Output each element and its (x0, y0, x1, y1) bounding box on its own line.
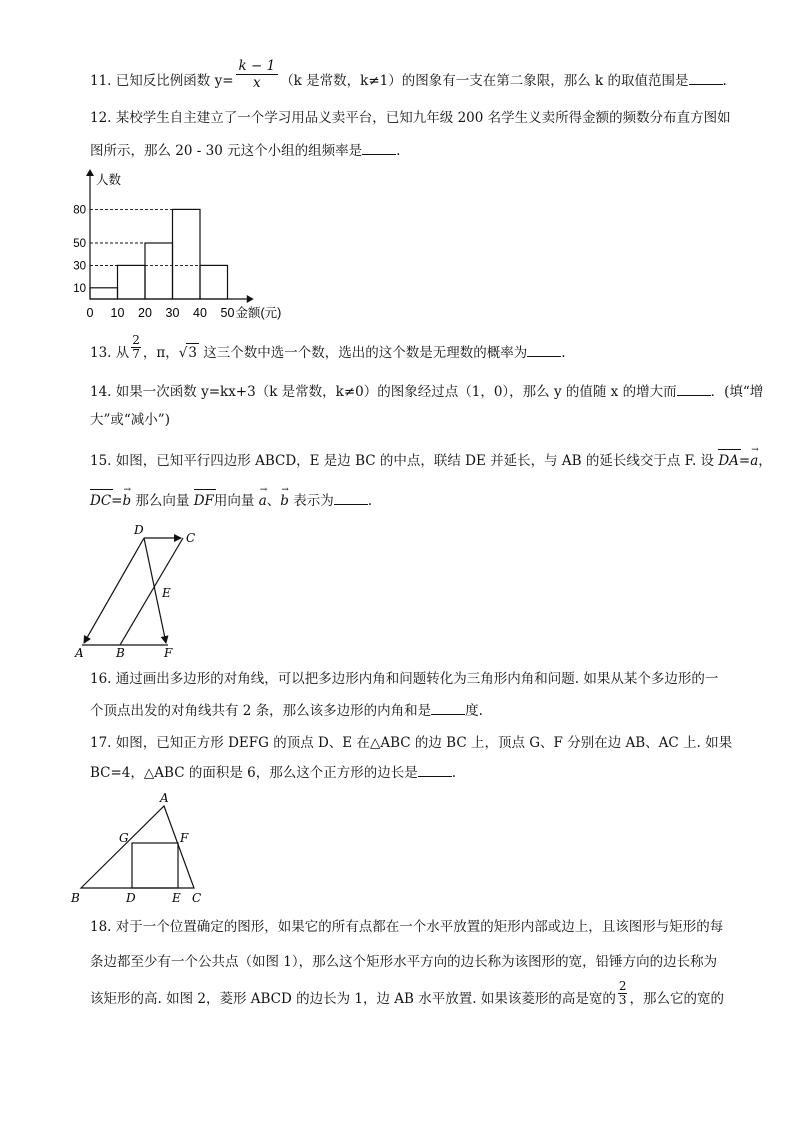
vector-b: b → (280, 492, 289, 510)
y-tick-label: 50 (73, 238, 86, 250)
label-b: B (116, 646, 125, 660)
histogram-bar (118, 265, 146, 299)
question-text: 某校学生自主建立了一个学习用品义卖平台，已知九年级 200 名学生义卖所得金额的频数分布直方图如 (115, 110, 731, 126)
punctuation: . (561, 345, 566, 361)
question-text: 如图，已知正方形 DEFG 的顶点 D、E 在△ABC 的边 BC 上，顶点 G、F 分别在边 AB、AC 上. 如果 (115, 735, 733, 751)
question-text: 如果一次函数 y=kx+3（k 是常数，k≠0）的图象经过点（1，0），那么 y 的值随 x 的增大而 (115, 384, 677, 400)
y-tick-label: 30 (73, 260, 86, 273)
question-15-line-2 (90, 489, 372, 510)
square-defg (132, 843, 178, 888)
answer-blank[interactable] (527, 344, 561, 357)
question-text: 那么向量 (131, 493, 190, 509)
segment-bc (120, 538, 183, 645)
vector-da: DA (718, 449, 739, 470)
fraction-numerator: k − 1 (236, 58, 279, 75)
fraction (618, 980, 628, 1007)
question-text: ，那么它的宽的 (629, 991, 724, 1007)
question-number: 14. (90, 384, 112, 400)
answer-blank[interactable] (689, 72, 723, 85)
label-g: G (119, 831, 129, 845)
answer-blank[interactable] (677, 383, 711, 396)
punctuation: . (722, 73, 727, 89)
question-number: 17. (90, 735, 112, 751)
question-18-line-2 (90, 953, 717, 971)
vector-a: a → (259, 492, 267, 510)
question-14-line-1 (90, 383, 763, 401)
parallelogram-figure (70, 520, 210, 660)
x-tick-label: 20 (138, 306, 152, 320)
question-14-line-2 (90, 411, 170, 429)
y-tick-label: 10 (73, 282, 86, 295)
triangle-abc (81, 806, 194, 888)
question-number: 11. (90, 73, 112, 89)
punctuation: 、 (266, 493, 281, 509)
question-text: BC=4，△ABC 的面积是 6，那么这个正方形的边长是 (90, 765, 418, 781)
question-text: ，π， (142, 345, 179, 361)
vector-dc: DC (90, 489, 111, 510)
frequency-histogram (68, 168, 298, 328)
histogram-bar (173, 209, 201, 299)
question-text: 从 (115, 345, 130, 361)
question-text: 通过画出多边形的对角线，可以把多边形内角和问题转化为三角形内角和问题. 如果从某个多边形的一 (115, 671, 719, 687)
sqrt-sign: √ (178, 345, 188, 361)
y-tick-label: 80 (73, 204, 86, 217)
x-axis-arrow (247, 295, 254, 303)
vector-b: b → (122, 492, 131, 510)
label-f: F (164, 646, 173, 660)
question-12-line-1 (90, 109, 731, 127)
label-a: A (160, 792, 169, 805)
fraction-denominator: 7 (132, 347, 140, 361)
equals-sign: = (111, 493, 123, 509)
answer-blank[interactable] (334, 492, 368, 505)
question-12-line-2 (90, 142, 400, 160)
question-text: （k 是常数，k≠1）的图象有一支在第二象限，那么 k 的取值范围是 (280, 73, 689, 89)
label-a: A (75, 646, 84, 660)
x-tick-label: 0 (86, 306, 94, 320)
answer-blank[interactable] (362, 142, 396, 155)
question-number: 16. (90, 671, 112, 687)
question-18-line-1 (90, 918, 723, 936)
fraction-numerator: 2 (618, 979, 627, 993)
question-number: 13. (90, 345, 112, 361)
question-16-line-1 (90, 670, 718, 688)
question-text: 对于一个位置确定的图形，如果它的所有点都在一个水平放置的矩形内部或边上，且该图形与矩形的每 (115, 919, 724, 935)
question-text: 表示为 (293, 493, 334, 509)
x-tick-label: 10 (110, 306, 125, 320)
question-text: 这三个数中选一个数，选出的这个数是无理数的概率为 (199, 345, 528, 361)
punctuation: . (396, 143, 401, 159)
question-text: 该矩形的高. 如图 2，菱形 ABCD 的边长为 1，边 AB 水平放置. 如果该菱形的高是宽的 (90, 991, 616, 1007)
question-text: 用向量 (213, 493, 255, 509)
answer-blank[interactable] (418, 764, 452, 777)
label-c: C (192, 891, 202, 905)
fraction (236, 58, 279, 91)
triangle-square-figure (66, 792, 216, 907)
histogram-bar (200, 265, 228, 299)
x-axis-title: 金额(元) (235, 306, 282, 320)
question-15-line-1 (90, 449, 772, 470)
punctuation: . (367, 493, 373, 509)
histogram-bar (90, 288, 118, 299)
vector-da-arrow (84, 538, 144, 643)
fraction-denominator: x (253, 75, 261, 91)
sqrt-radicand: 3 (188, 345, 197, 361)
label-d: D (126, 891, 136, 905)
question-number: 18. (90, 919, 112, 935)
question-17-line-1 (90, 734, 732, 752)
y-axis-arrow (86, 169, 94, 176)
question-13 (90, 333, 566, 362)
label-f: F (180, 831, 189, 845)
question-text: 已知反比例函数 y= (115, 73, 234, 89)
fraction-numerator: 2 (132, 333, 140, 347)
x-tick-label: 30 (165, 306, 180, 320)
label-e: E (172, 891, 181, 905)
question-text: 大”或“减小”) (90, 412, 170, 428)
fraction-denominator: 3 (618, 993, 627, 1007)
label-e: E (162, 586, 171, 600)
fraction (131, 334, 141, 361)
question-text: 图所示，那么 20 - 30 元这个小组的组频率是 (90, 143, 363, 159)
question-number: 12. (90, 110, 112, 126)
question-text: 个顶点出发的对角线共有 2 条，那么该多边形的内角和是 (90, 703, 432, 719)
question-number: 15. (90, 453, 112, 469)
punctuation: . (451, 765, 457, 781)
histogram-bar (145, 243, 173, 299)
vector-a: a → (750, 452, 758, 470)
question-17-line-2 (90, 764, 456, 782)
question-11 (90, 58, 727, 91)
vector-df: DF (194, 489, 214, 510)
question-text: 条边都至少有一个公共点（如图 1），那么这个矩形水平方向的边长称为该图形的宽，铅锤方向的边长称为 (90, 954, 718, 970)
y-axis-title: 人数 (96, 173, 122, 187)
punctuation: ， (758, 453, 772, 469)
answer-blank[interactable] (431, 702, 465, 715)
x-tick-label: 40 (193, 306, 207, 320)
question-text: 如图，已知平行四边形 ABCD，E 是边 BC 的中点，联结 DE 并延长，与 AB 的延长线交于点 F. 设 (115, 453, 715, 469)
question-18-line-3 (90, 979, 724, 1008)
x-tick-label: 50 (220, 306, 235, 320)
label-d: D (134, 523, 144, 537)
label-b: B (71, 891, 80, 905)
punctuation: 度. (465, 703, 483, 719)
question-text: ．(填“增 (710, 384, 764, 400)
question-16-line-2 (90, 702, 483, 720)
label-c: C (186, 531, 196, 545)
equals-sign: = (738, 453, 751, 469)
